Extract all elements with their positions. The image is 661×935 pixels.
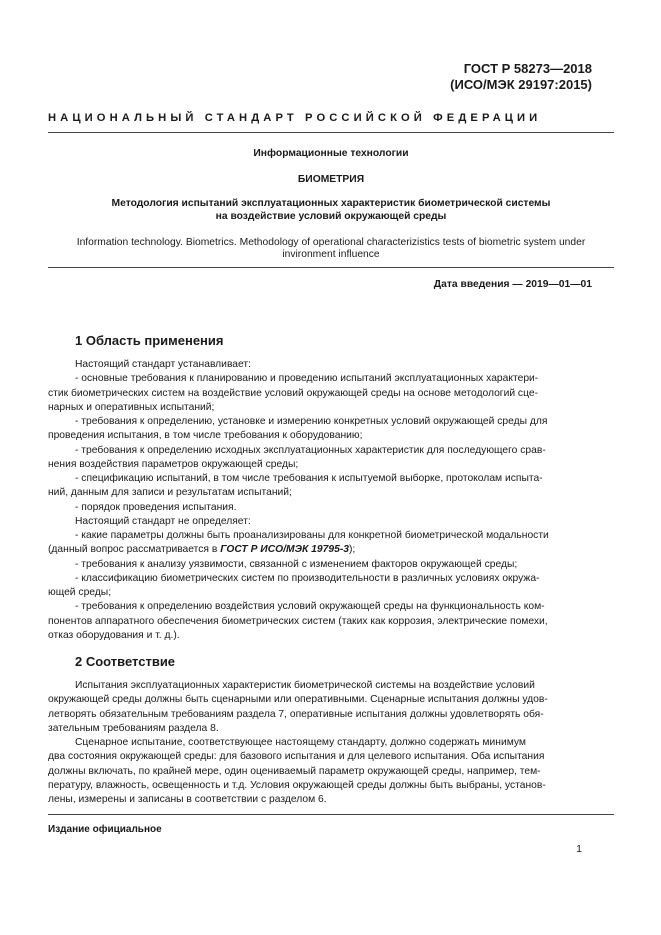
text-line: - требования к определению воздействия условий окружающей среды на функциональность ком- <box>75 601 545 613</box>
text-line: проведения испытания, в том числе требования к оборудованию; <box>48 430 363 442</box>
section-1-body <box>48 358 614 643</box>
national-standard-banner: НАЦИОНАЛЬНЫЙ СТАНДАРТ РОССИЙСКОЙ ФЕДЕРАЦИИ <box>48 112 542 124</box>
text-line: - классификацию биометрических систем по производительности в различных условиях окружа- <box>75 572 540 584</box>
text-line: - требования к определению исходных эксплуатационных характеристик для последующего срав- <box>75 444 546 456</box>
text-line: пературу, влажность, освещенность и т.д. Условия окружающей среды должны быть выбраны, установ- <box>48 779 546 791</box>
text-line: Сценарное испытание, соответствующее настоящему стандарту, должно содержать минимум <box>75 737 527 748</box>
text-line: - спецификацию испытаний, в том числе требования к испытуемой выборке, протоколам испыта- <box>75 473 543 484</box>
text-line: отказ оборудования и т. д.). <box>48 629 180 641</box>
gost-reference: ГОСТ Р ИСО/МЭК 19795-3 <box>220 544 349 556</box>
text-line: - какие параметры должны быть проанализированы для конкретной биометрической модальности <box>75 530 549 541</box>
iso-number: (ИСО/МЭК 29197:2015) <box>450 77 592 92</box>
title-divider <box>48 267 614 268</box>
text-line: ний, данным для записи и результатам испытаний; <box>48 487 292 499</box>
title-subtopic: БИОМЕТРИЯ <box>297 174 365 185</box>
title-topic: Информационные технологии <box>253 148 409 159</box>
english-title-line-2: invironment influence <box>282 249 380 260</box>
footer-divider <box>48 814 614 815</box>
title-main-line-2: на воздействие условий окружающей среды <box>215 211 447 222</box>
title-main-line-1: Методология испытаний эксплуатационных характеристик биометрической системы <box>111 198 551 209</box>
text-line: стик биометрических систем на воздействие условий окружающей среды на основе методологий сце- <box>48 387 539 399</box>
text-fragment: ); <box>348 544 356 556</box>
text-line: летворять обязательным требованиям раздела 7, оперативные испытания должны удовлетворять обя- <box>48 708 544 720</box>
text-line: - основные требования к планированию и проведению испытаний эксплуатационных характери- <box>75 373 539 385</box>
text-line: нарных и оперативных испытаний; <box>48 401 215 413</box>
text-line: - требования к анализу уязвимости, связанной с изменением факторов окружающей среды; <box>75 558 518 570</box>
intro-date: Дата введения — 2019—01—01 <box>433 279 592 290</box>
text-line: должны включать, по крайней мере, один оцениваемый параметр окружающей среды, например, тем- <box>48 765 541 777</box>
text-line: нения воздействия параметров окружающей среды; <box>48 458 299 470</box>
official-edition-label: Издание официальное <box>48 824 162 835</box>
text-line: окружающей среды должны быть сценарными или оперативными. Сценарные испытания должны удов- <box>48 694 548 706</box>
text-line: Настоящий стандарт не определяет: <box>75 515 251 527</box>
text-line: Настоящий стандарт устанавливает: <box>75 359 251 370</box>
text-line <box>48 543 614 557</box>
document-number: ГОСТ Р 58273—2018 <box>463 61 592 76</box>
banner-divider <box>48 132 614 133</box>
text-line: зательным требованиям раздела 8. <box>48 722 219 734</box>
text-line: Испытания эксплуатационных характеристик биометрической системы на воздействие условий <box>75 680 535 691</box>
section-2-title: 2 Соответствие <box>75 654 176 669</box>
text-line: ющей среды; <box>48 587 112 598</box>
text-fragment: (данный вопрос рассматривается в <box>48 544 221 556</box>
section-2-body <box>48 679 614 807</box>
text-line: понентов аппаратного обеспечения биометрических систем (таких как коррозия, электрические помехи, <box>48 615 548 627</box>
text-line: лены, измерены и записаны в соответствии с разделом 6. <box>48 794 327 805</box>
section-1-title: 1 Область применения <box>75 333 224 348</box>
text-line: - требования к определению, установке и измерению конкретных условий окружающей среды для <box>75 416 548 427</box>
english-title-line-1: Information technology. Biometrics. Methodology of operational characterizistics tests of biometric system under <box>76 237 586 248</box>
text-line: два состояния окружающей среды: для базового испытания и для целевого испытания. Оба испытания <box>48 751 545 763</box>
text-line: - порядок проведения испытания. <box>75 501 237 513</box>
page-number: 1 <box>576 843 582 855</box>
